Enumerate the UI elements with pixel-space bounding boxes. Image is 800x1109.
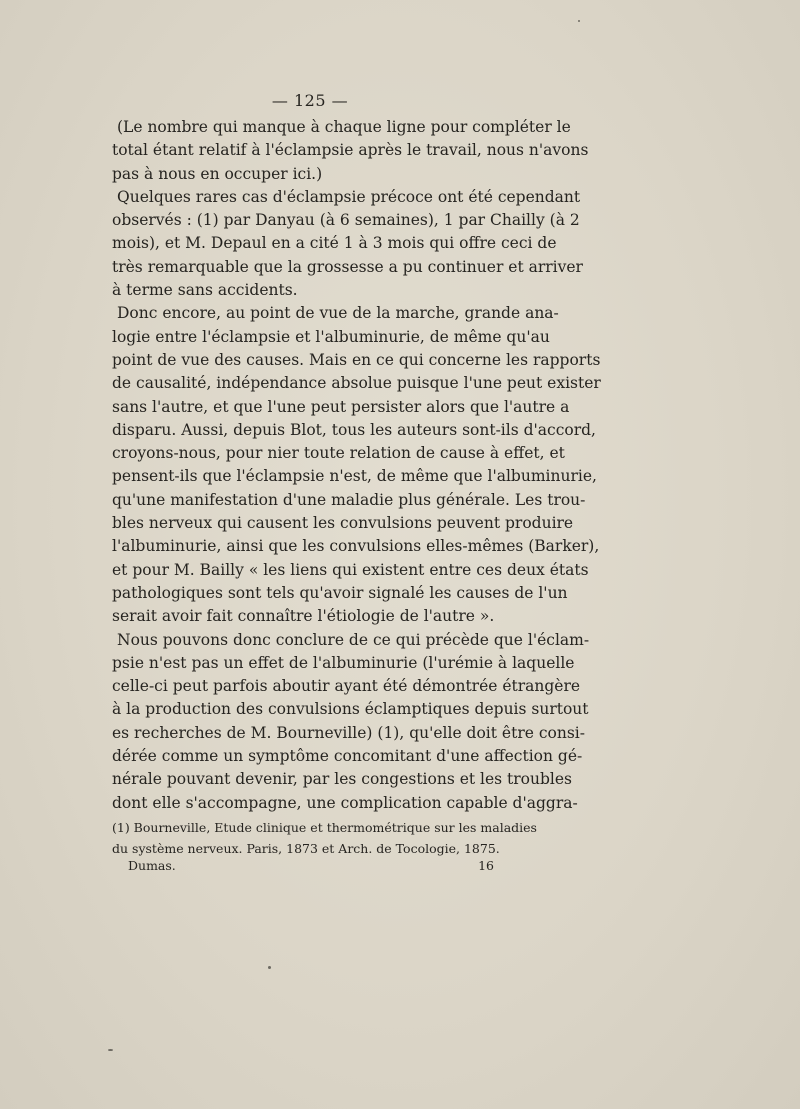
paragraph bbox=[112, 116, 589, 186]
text-line: Donc encore, au point de vue de la marche, grande ana- bbox=[117, 304, 559, 323]
body-text bbox=[112, 116, 601, 815]
text-line: total étant relatif à l'éclampsie après le travail, nous n'avons bbox=[112, 141, 589, 160]
text-line: celle-ci peut parfois aboutir ayant été démontrée étrangère bbox=[112, 677, 581, 696]
paper-speck bbox=[108, 1049, 113, 1051]
author-signature: Dumas. bbox=[128, 858, 176, 873]
text-line: Quelques rares cas d'éclampsie précoce ont été cependant bbox=[117, 187, 581, 206]
sheet-number: 16 bbox=[478, 858, 494, 873]
text-line: dont elle s'accompagne, une complication capable d'aggra- bbox=[112, 793, 578, 812]
paragraph bbox=[112, 186, 583, 302]
footnote bbox=[112, 817, 537, 859]
page-number: — 125 — bbox=[271, 91, 349, 110]
footnote-line: (1) Bourneville, Etude clinique et thermométrique sur les maladies bbox=[112, 820, 537, 835]
text-line: à la production des convulsions éclamptiques depuis surtout bbox=[112, 700, 589, 719]
text-line: qu'une manifestation d'une maladie plus générale. Les trou- bbox=[112, 490, 586, 509]
footnote-line: du système nerveux. Paris, 1873 et Arch. de Tocologie, 1875. bbox=[112, 841, 500, 856]
text-line: point de vue des causes. Mais en ce qui concerne les rapports bbox=[112, 350, 601, 369]
paragraph bbox=[112, 302, 601, 628]
text-line: de causalité, indépendance absolue puisque l'une peut exister bbox=[112, 374, 601, 393]
text-line: à terme sans accidents. bbox=[112, 281, 298, 300]
text-line: serait avoir fait connaître l'étiologie de l'autre ». bbox=[112, 607, 495, 626]
text-line: observés : (1) par Danyau (à 6 semaines), 1 par Chailly (à 2 bbox=[112, 211, 580, 230]
text-line: et pour M. Bailly « les liens qui existent entre ces deux états bbox=[112, 560, 589, 579]
paragraph bbox=[112, 629, 590, 815]
text-line: psie n'est pas un effet de l'albuminurie (l'urémie à laquelle bbox=[112, 653, 575, 672]
signature-row bbox=[128, 858, 494, 873]
text-line: mois), et M. Depaul en a cité 1 à 3 mois qui offre ceci de bbox=[112, 234, 557, 253]
text-line: (Le nombre qui manque à chaque ligne pour compléter le bbox=[117, 118, 571, 136]
text-line: pas à nous en occuper ici.) bbox=[112, 164, 323, 183]
text-line: sans l'autre, et que l'une peut persister alors que l'autre a bbox=[112, 397, 570, 416]
text-line: es recherches de M. Bourneville) (1), qu'elle doit être consi- bbox=[112, 723, 585, 742]
text-line: dérée comme un symptôme concomitant d'une affection gé- bbox=[112, 747, 583, 766]
text-line: croyons-nous, pour nier toute relation de cause à effet, et bbox=[112, 444, 565, 463]
text-line: pensent-ils que l'éclampsie n'est, de même que l'albuminurie, bbox=[112, 467, 597, 486]
text-line: Nous pouvons donc conclure de ce qui précède que l'éclam- bbox=[117, 630, 590, 649]
text-line: l'albuminurie, ainsi que les convulsions elles-mêmes (Barker), bbox=[112, 537, 600, 556]
paper-speck bbox=[268, 966, 271, 969]
text-line: bles nerveux qui causent les convulsions peuvent produire bbox=[112, 514, 574, 533]
text-line: pathologiques sont tels qu'avoir signalé les causes de l'un bbox=[112, 583, 568, 602]
text-line: très remarquable que la grossesse a pu continuer et arriver bbox=[112, 257, 583, 276]
text-line: disparu. Aussi, depuis Blot, tous les auteurs sont-ils d'accord, bbox=[112, 420, 596, 439]
text-line: logie entre l'éclampsie et l'albuminurie, de même qu'au bbox=[112, 327, 550, 346]
paper-speck bbox=[578, 20, 580, 22]
text-line: nérale pouvant devenir, par les congestions et les troubles bbox=[112, 770, 572, 789]
